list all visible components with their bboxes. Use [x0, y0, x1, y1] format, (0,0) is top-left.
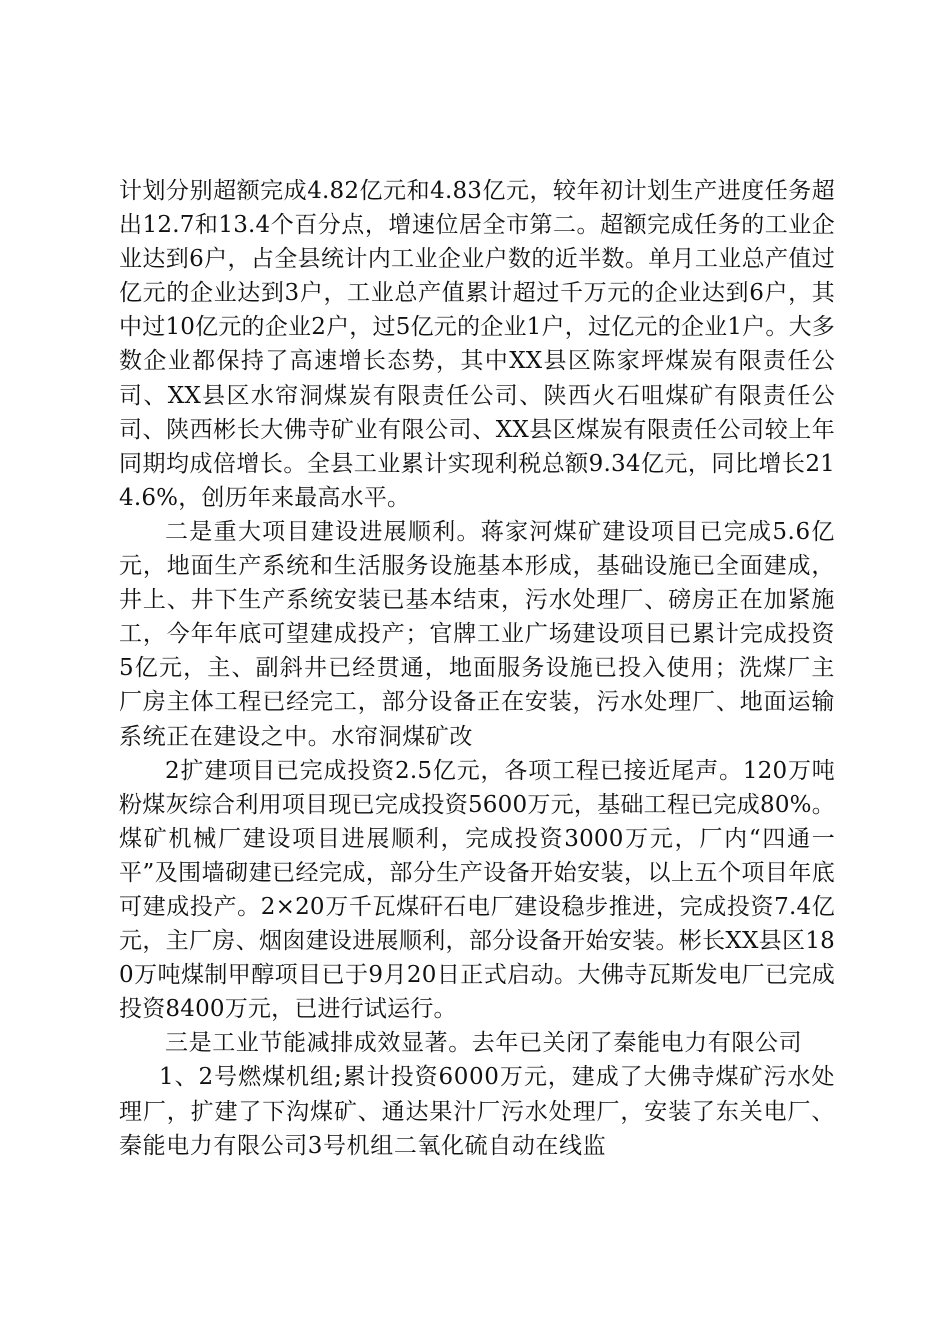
- paragraph-expansion-projects: 2扩建项目已完成投资2.5亿元，各项工程已接近尾声。120万吨粉煤灰综合利用项目现已完成投资5600万元，基础工程已完成80%。煤矿机械厂建设项目进展顺利，完成投资3000万元，厂内“四通一平”及围墙砌建已经完成，部分生产设备开始安装，以上五个项目年底可建成投产。2×20万千瓦煤矸石电厂建设稳步推进，完成投资7.4亿元，主厂房、烟囱建设进展顺利，部分设备开始安装。彬长XX县区180万吨煤制甲醇项目已于9月20日正式启动。大佛寺瓦斯发电厂已完成投资8400万元，已进行试运行。: [119, 757, 835, 1023]
- paragraph-emission-reduction: 1、2号燃煤机组;累计投资6000万元，建成了大佛寺煤矿污水处理厂，扩建了下沟煤矿、通达果汁厂污水处理厂，安装了东关电厂、秦能电力有限公司3号机组二氧化硫自动在线监: [119, 1064, 835, 1159]
- paragraph-industrial-output: 计划分别超额完成4.82亿元和4.83亿元，较年初计划生产进度任务超出12.7和13.4个百分点，增速位居全市第二。超额完成任务的工业企业达到6户，占全县统计内工业企业户数的近半数。单月工业总产值过亿元的企业达到3户，工业总产值累计超过千万元的企业达到6户，其中过10亿元的企业2户，过5亿元的企业1户，过亿元的企业1户。大多数企业都保持了高速增长态势，其中XX县区陈家坪煤炭有限责任公司、XX县区水帘洞煤炭有限责任公司、陕西火石咀煤矿有限责任公司、陕西彬长大佛寺矿业有限公司、XX县区煤炭有限责任公司较上年同期均成倍增长。全县工业累计实现利税总额9.34亿元，同比增长214.6%，创历年来最高水平。: [119, 178, 835, 511]
- paragraph-major-projects: 二是重大项目建设进展顺利。蒋家河煤矿建设项目已完成5.6亿元，地面生产系统和生活服务设施基本形成，基础设施已全面建成，井上、井下生产系统安装已基本结束，污水处理厂、磅房正在加紧施工，今年年底可望建成投产；官牌工业广场建设项目已累计完成投资5亿元，主、副斜井已经贯通，地面服务设施已投入使用；洗煤厂主厂房主体工程已经完工，部分设备正在安装，污水处理厂、地面运输系统正在建设之中。水帘洞煤矿改: [119, 518, 835, 750]
- document-body: [119, 174, 835, 1163]
- paragraph-energy-saving: 三是工业节能减排成效显著。去年已关闭了秦能电力有限公司: [165, 1030, 803, 1057]
